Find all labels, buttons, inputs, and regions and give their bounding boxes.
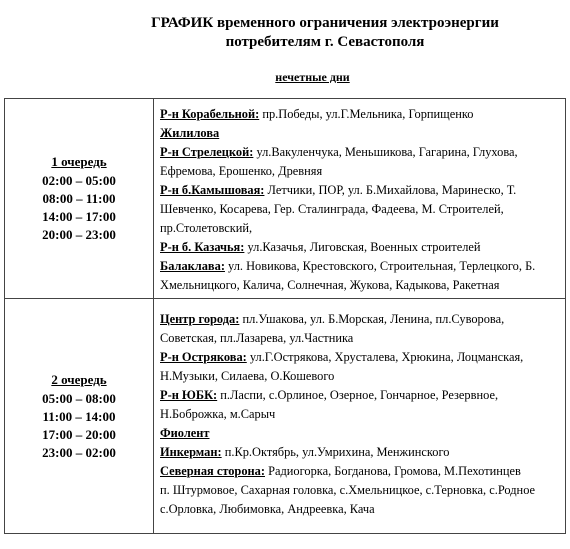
queue-1-time-1: 02:00 – 05:00: [42, 173, 116, 188]
queue-2-time-3: 17:00 – 20:00: [42, 426, 116, 442]
queue-2-label: 2 очередь: [51, 371, 107, 387]
queue-1-time-2: 08:00 – 11:00: [42, 191, 116, 206]
district-entry: [160, 238, 561, 257]
district-entry: [160, 181, 561, 238]
queue-2-times-cell: [5, 299, 154, 534]
district-entry: [160, 143, 561, 181]
queue-1-label: 1 очередь: [51, 154, 107, 169]
district-streets: Радиогорка, Богданова, Громова, М.Пехотинцев: [264, 464, 521, 478]
district-name: Р-н б. Казачья:: [160, 240, 245, 254]
district-streets: п.Ласпи, с.Орлиное, Озерное, Гончарное, Резервное, Н.Боброжка, м.Сарыч: [160, 388, 499, 421]
district-streets: Летчики, ПОР, ул. Б.Михайлова, Маринеско, Т. Шевченко, Косарева, Гер. Сталинграда, Фадеева, М. Строителей, пр.Столетовский,: [160, 183, 517, 235]
district-streets: пр.Победы, ул.Г.Мельника, Горпищенко: [259, 107, 474, 121]
district-name: Р-н Корабельной:: [160, 107, 260, 121]
district-streets: ул.Казачья, Лиговская, Военных строителей: [244, 240, 481, 254]
district-name: Фиолент: [160, 426, 210, 440]
district-streets: пл.Ушакова, ул. Б.Морская, Ленина, пл.Суворова, Советская, пл.Лазарева, ул.Частника: [160, 312, 505, 345]
document-title: [0, 14, 570, 52]
district-entry: [160, 310, 561, 348]
subtitle-text: нечетные дни: [275, 70, 350, 84]
district-name: Р-н ЮБК:: [160, 388, 218, 402]
district-name: Р-н Стрелецкой:: [160, 145, 254, 159]
district-entry: [160, 386, 561, 424]
district-entry: [160, 257, 561, 295]
queue-1-time-4: 20:00 – 23:00: [42, 227, 116, 242]
district-entry: [160, 462, 561, 481]
district-entry: [160, 124, 561, 143]
district-streets: ул.Г.Острякова, Хрусталева, Хрюкина, Лоцманская, Н.Музыки, Силаева, О.Кошевого: [160, 350, 524, 383]
title-line-1: ГРАФИК временного ограничения электроэнергии: [151, 15, 499, 31]
district-name: Жилилова: [160, 126, 220, 140]
district-name: Балаклава:: [160, 259, 225, 273]
queue-row-2: [5, 299, 566, 534]
district-entry: [160, 500, 561, 519]
district-entry: [160, 348, 561, 386]
district-streets: ул. Новикова, Крестовского, Строительная, Терлецкого, Б. Хмельницкого, Калича, Солнечная, Жукова, Кадыкова, Ракетная: [160, 259, 536, 292]
district-entry: [160, 481, 561, 500]
subtitle-odd-days: [0, 70, 570, 85]
district-entry: [160, 424, 561, 443]
queue-2-time-4: 23:00 – 02:00: [42, 444, 116, 460]
district-name: Р-н б.Камышовая:: [160, 183, 265, 197]
queue-row-1: [5, 99, 566, 299]
queue-2-areas-cell: [154, 299, 566, 534]
district-streets: п. Штурмовое, Сахарная головка, с.Хмельницкое, с.Терновка, с.Родное: [160, 483, 536, 497]
schedule-table: [4, 98, 566, 534]
queue-1-time-3: 14:00 – 17:00: [42, 209, 116, 224]
queue-1-areas-cell: [154, 99, 566, 299]
district-streets: ул.Вакуленчука, Меньшикова, Гагарина, Глухова, Ефремова, Ерошенко, Древняя: [160, 145, 518, 178]
district-name: Центр города:: [160, 312, 240, 326]
queue-2-time-2: 11:00 – 14:00: [42, 408, 116, 424]
queue-2-time-1: 05:00 – 08:00: [42, 390, 116, 406]
district-name: Инкерман:: [160, 445, 222, 459]
district-streets: п.Кр.Октябрь, ул.Умрихина, Менжинского: [221, 445, 450, 459]
district-streets: с.Орловка, Любимовка, Андреевка, Кача: [160, 502, 375, 516]
district-entry: [160, 443, 561, 462]
district-name: Северная сторона:: [160, 464, 265, 478]
district-name: Р-н Острякова:: [160, 350, 247, 364]
district-entry: [160, 105, 561, 124]
title-line-2: потребителям г. Севастополя: [225, 34, 425, 50]
queue-1-times-cell: [5, 99, 154, 299]
